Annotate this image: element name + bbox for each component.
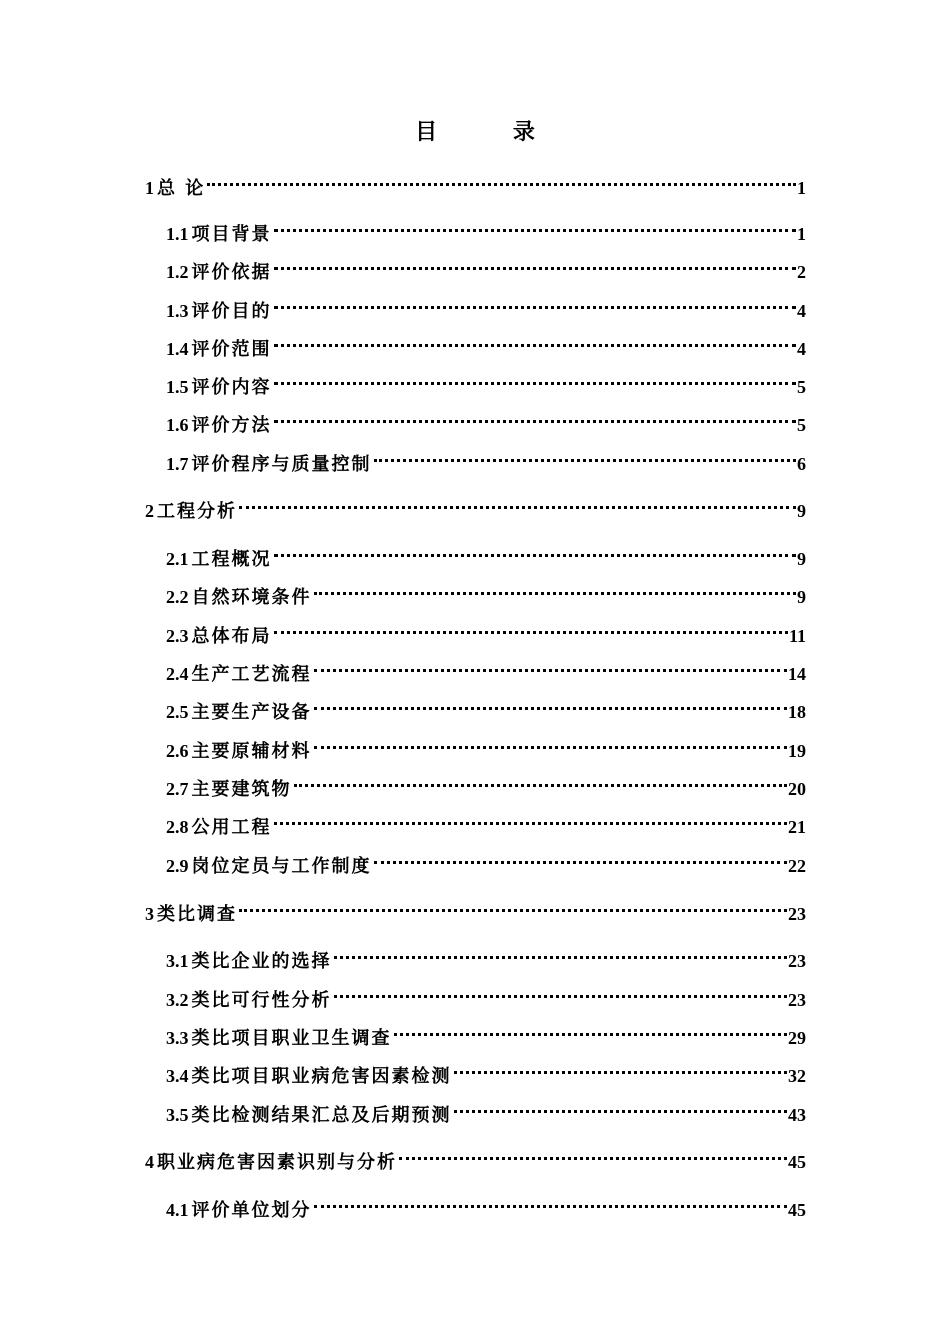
entry-number: 3.2 [166, 990, 189, 1010]
entry-text: 评价目的 [191, 301, 272, 322]
entry-text: 类比企业的选择 [191, 951, 332, 972]
toc-entry[interactable] [166, 1186, 806, 1221]
toc-entry[interactable] [166, 440, 806, 475]
dot-leader [239, 487, 796, 517]
entry-page-number: 2 [797, 262, 806, 282]
entry-label [145, 496, 239, 527]
dot-leader [454, 1091, 788, 1121]
toc-entry[interactable] [166, 650, 806, 685]
entry-label [145, 1147, 399, 1178]
entry-number: 2.5 [166, 702, 189, 722]
entry-page-number: 9 [797, 549, 806, 569]
entry-page-number: 9 [797, 501, 806, 521]
entry-text: 工程分析 [157, 501, 237, 522]
dot-leader [314, 688, 788, 718]
toc-entry[interactable] [166, 210, 806, 245]
entry-text: 主要原辅材料 [191, 741, 312, 762]
entry-label [166, 812, 274, 843]
dot-leader [274, 401, 797, 431]
entry-number: 4.1 [166, 1200, 189, 1220]
entry-page-number: 5 [797, 377, 806, 397]
toc-entry[interactable] [166, 765, 806, 800]
entry-number: 2.7 [166, 779, 189, 799]
entry-label [166, 1100, 454, 1131]
entry-label [166, 621, 274, 652]
entry-page-number: 23 [788, 904, 806, 924]
toc-entry[interactable] [166, 727, 806, 762]
entry-label [166, 697, 314, 728]
entry-label [145, 173, 207, 204]
entry-text: 评价依据 [191, 262, 272, 283]
entry-number: 2.1 [166, 549, 189, 569]
entry-label [166, 296, 274, 327]
dot-leader [374, 842, 788, 872]
entry-page-number: 1 [797, 224, 806, 244]
toc-entry[interactable] [145, 1138, 806, 1173]
dot-leader [274, 363, 797, 393]
entry-page-number: 23 [788, 951, 806, 971]
entry-number: 1.6 [166, 415, 189, 435]
toc-entry[interactable] [166, 803, 806, 838]
entry-number: 1.7 [166, 454, 189, 474]
entry-label [166, 410, 274, 441]
entry-page-number: 19 [788, 741, 806, 761]
toc-entry[interactable] [166, 1014, 806, 1049]
dot-leader [274, 287, 797, 317]
entry-text: 类比可行性分析 [191, 990, 332, 1011]
entry-number: 1 [145, 178, 154, 198]
entry-label [166, 334, 274, 365]
dot-leader [374, 440, 797, 470]
entry-page-number: 4 [797, 339, 806, 359]
dot-leader [314, 650, 788, 680]
toc-entry[interactable] [166, 248, 806, 283]
entry-number: 1.2 [166, 262, 189, 282]
entry-page-number: 6 [797, 454, 806, 474]
toc-entry[interactable] [145, 164, 806, 199]
entry-text: 总 论 [157, 178, 206, 199]
toc-entry[interactable] [166, 688, 806, 723]
dot-leader [314, 727, 788, 757]
toc-entry[interactable] [166, 573, 806, 608]
dot-leader [334, 976, 788, 1006]
entry-number: 2.2 [166, 587, 189, 607]
entry-text: 评价内容 [191, 377, 272, 398]
entry-text: 评价程序与质量控制 [191, 454, 372, 475]
dot-leader [274, 535, 797, 565]
entry-text: 类比项目职业卫生调查 [191, 1028, 392, 1049]
entry-number: 3.5 [166, 1105, 189, 1125]
entry-page-number: 4 [797, 301, 806, 321]
entry-number: 1.5 [166, 377, 189, 397]
entry-page-number: 43 [788, 1105, 806, 1125]
entry-text: 岗位定员与工作制度 [191, 856, 372, 877]
entry-number: 2.8 [166, 817, 189, 837]
dot-leader [454, 1052, 788, 1082]
entry-text: 自然环境条件 [191, 587, 312, 608]
entry-page-number: 14 [788, 664, 806, 684]
entry-label [166, 736, 314, 767]
dot-leader [294, 765, 788, 795]
entry-number: 2.3 [166, 626, 189, 646]
entry-label [166, 985, 334, 1016]
entry-label [166, 544, 274, 575]
entry-number: 4 [145, 1152, 154, 1172]
entry-text: 职业病危害因素识别与分析 [157, 1152, 397, 1173]
entry-text: 项目背景 [191, 224, 272, 245]
entry-number: 1.3 [166, 301, 189, 321]
entry-number: 2 [145, 501, 154, 521]
entry-text: 评价单位划分 [191, 1200, 312, 1221]
entry-text: 总体布局 [191, 626, 272, 647]
entry-page-number: 22 [788, 856, 806, 876]
toc-entry[interactable] [145, 890, 806, 925]
entry-text: 类比调查 [157, 904, 237, 925]
dot-leader [274, 803, 788, 833]
entry-number: 2.6 [166, 741, 189, 761]
entry-label [166, 851, 374, 882]
entry-page-number: 11 [788, 626, 806, 646]
dot-leader [274, 248, 797, 278]
toc-entry[interactable] [166, 325, 806, 360]
toc-entry[interactable] [166, 1091, 806, 1126]
entry-text: 主要生产设备 [191, 702, 312, 723]
entry-label [166, 774, 294, 805]
toc-entry[interactable] [166, 976, 806, 1011]
entry-number: 3 [145, 904, 154, 924]
entry-page-number: 45 [788, 1200, 806, 1220]
entry-number: 3.3 [166, 1028, 189, 1048]
entry-text: 公用工程 [191, 817, 272, 838]
entry-label [166, 219, 274, 250]
entry-label [166, 257, 274, 288]
toc-entry[interactable] [166, 1052, 806, 1087]
entry-text: 工程概况 [191, 549, 272, 570]
dot-leader [274, 612, 788, 642]
entry-text: 类比项目职业病危害因素检测 [191, 1066, 452, 1087]
entry-label [166, 659, 314, 690]
entry-text: 类比检测结果汇总及后期预测 [191, 1105, 452, 1126]
dot-leader [334, 937, 788, 967]
toc-title: 目 录 [415, 119, 569, 145]
entry-page-number: 23 [788, 990, 806, 1010]
entry-number: 3.1 [166, 951, 189, 971]
entry-label [166, 1023, 394, 1054]
dot-leader [314, 1186, 788, 1216]
entry-page-number: 18 [788, 702, 806, 722]
entry-text: 主要建筑物 [191, 779, 292, 800]
entry-label [166, 1195, 314, 1226]
toc-entry[interactable] [166, 363, 806, 398]
entry-text: 评价范围 [191, 339, 272, 360]
dot-leader [274, 210, 797, 240]
entry-number: 1.4 [166, 339, 189, 359]
entry-text: 生产工艺流程 [191, 664, 312, 685]
dot-leader [207, 164, 796, 194]
entry-page-number: 5 [797, 415, 806, 435]
toc-entry[interactable] [166, 937, 806, 972]
entry-number: 2.9 [166, 856, 189, 876]
entry-page-number: 1 [797, 178, 806, 198]
entry-number: 2.4 [166, 664, 189, 684]
entry-text: 评价方法 [191, 415, 272, 436]
toc-entry[interactable] [166, 401, 806, 436]
entry-page-number: 32 [788, 1066, 806, 1086]
entry-label [166, 449, 374, 480]
entry-label [166, 946, 334, 977]
dot-leader [394, 1014, 788, 1044]
entry-page-number: 21 [788, 817, 806, 837]
entry-page-number: 9 [797, 587, 806, 607]
toc-entry[interactable] [166, 535, 806, 570]
toc-entry[interactable] [166, 287, 806, 322]
entry-label [145, 899, 239, 930]
toc-entry[interactable] [145, 487, 806, 522]
entry-label [166, 582, 314, 613]
entry-page-number: 20 [788, 779, 806, 799]
toc-entry[interactable] [166, 842, 806, 877]
entry-page-number: 29 [788, 1028, 806, 1048]
entry-page-number: 45 [788, 1152, 806, 1172]
dot-leader [314, 573, 797, 603]
dot-leader [399, 1138, 787, 1168]
entry-label [166, 1061, 454, 1092]
toc-entry[interactable] [166, 612, 806, 647]
dot-leader [239, 890, 787, 920]
entry-number: 3.4 [166, 1066, 189, 1086]
entry-number: 1.1 [166, 224, 189, 244]
entry-label [166, 372, 274, 403]
dot-leader [274, 325, 797, 355]
